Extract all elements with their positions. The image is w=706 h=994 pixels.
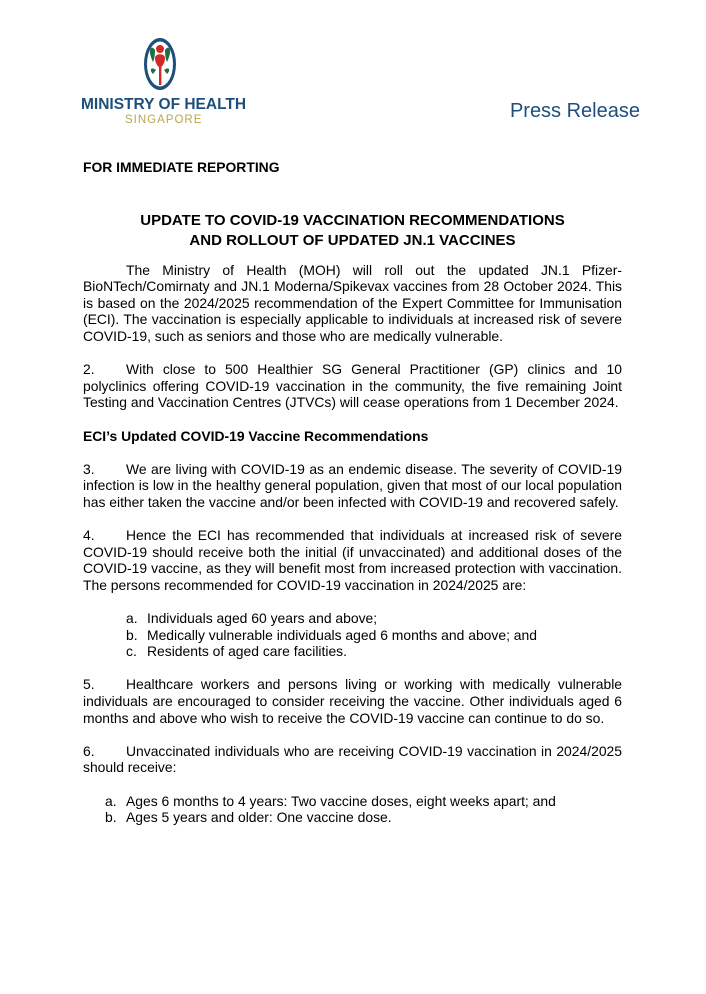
country-name: SINGAPORE	[125, 114, 203, 126]
paragraph-number: 3.	[83, 460, 95, 477]
list-item	[83, 643, 622, 660]
document-body	[83, 159, 622, 842]
paragraph-4	[83, 527, 622, 593]
moh-crest-icon	[141, 36, 179, 96]
paragraph-5	[83, 676, 622, 726]
paragraph-text: Unvaccinated individuals who are receiving COVID-19 vaccination in 2024/2025 should receive:	[83, 742, 622, 776]
ministry-name: MINISTRY OF HEALTH	[81, 96, 247, 113]
list-marker: c.	[126, 643, 137, 660]
list-marker: a.	[105, 792, 117, 809]
document-title	[83, 211, 622, 251]
intro-text: The Ministry of Health (MOH) will roll out the updated JN.1 Pfizer-BioNTech/Comirnaty and JN.1 Moderna/Spikevax vaccines from 28 October 2024. This is based on the 2024/2025 recommendation of the Expert Committee for Immunisation (ECI). The vaccination is especially applicable to individuals at increased risk of severe COVID-19, such as seniors and those who are medically vulnerable.	[83, 261, 622, 344]
title-line-1: UPDATE TO COVID-19 VACCINATION RECOMMENDATIONS	[140, 211, 565, 229]
paragraph-3	[83, 461, 622, 511]
list-marker: a.	[126, 610, 138, 627]
paragraph-number: 4.	[83, 527, 95, 544]
recommended-persons-list	[83, 610, 622, 660]
list-text: Individuals aged 60 years and above;	[147, 610, 378, 627]
list-text: Medically vulnerable individuals aged 6 months and above; and	[147, 626, 537, 643]
list-text: Residents of aged care facilities.	[147, 643, 347, 660]
list-item	[83, 793, 622, 810]
paragraph-text: We are living with COVID-19 as an endemic disease. The severity of COVID-19 infection is low in the healthy general population, given that most of our local population has either taken the vaccine and/or been infected with COVID-19 and recovered safely.	[83, 460, 622, 510]
paragraph-number: 5.	[83, 676, 95, 693]
title-line-2: AND ROLLOUT OF UPDATED JN.1 VACCINES	[189, 231, 516, 249]
paragraph-number: 2.	[83, 361, 95, 378]
list-marker: b.	[126, 626, 138, 643]
list-marker: b.	[105, 809, 117, 826]
list-item	[83, 627, 622, 644]
paragraph-number: 6.	[83, 742, 95, 759]
list-text: Ages 5 years and older: One vaccine dose.	[126, 809, 392, 826]
list-item	[83, 610, 622, 627]
intro-paragraph	[83, 262, 622, 345]
paragraph-text: Hence the ECI has recommended that individuals at increased risk of severe COVID-19 should receive both the initial (if unvaccinated) and additional doses of the COVID-19 vaccine, as they will benefit most from increased protection with vaccination. The persons recommended for COVID-19 vaccination in 2024/2025 are:	[83, 527, 622, 593]
list-text: Ages 6 months to 4 years: Two vaccine doses, eight weeks apart; and	[126, 792, 556, 809]
press-release-label: Press Release	[509, 100, 640, 122]
paragraph-text: With close to 500 Healthier SG General Practitioner (GP) clinics and 10 polyclinics offering COVID-19 vaccination in the community, the five remaining Joint Testing and Vaccination Centres (JTVCs) will cease operations from 1 December 2024.	[83, 361, 622, 411]
reporting-label: FOR IMMEDIATE REPORTING	[83, 159, 280, 175]
section-heading: ECI’s Updated COVID-19 Vaccine Recommendations	[83, 427, 429, 444]
list-item	[83, 809, 622, 826]
unvaccinated-doses-list	[83, 793, 622, 826]
paragraph-6	[83, 743, 622, 776]
paragraph-2	[83, 361, 622, 411]
paragraph-text: Healthcare workers and persons living or working with medically vulnerable individuals are encouraged to consider receiving the vaccine. Other individuals aged 6 months and above who wish to receive the COVID-19 vaccine can continue to do so.	[83, 676, 622, 726]
